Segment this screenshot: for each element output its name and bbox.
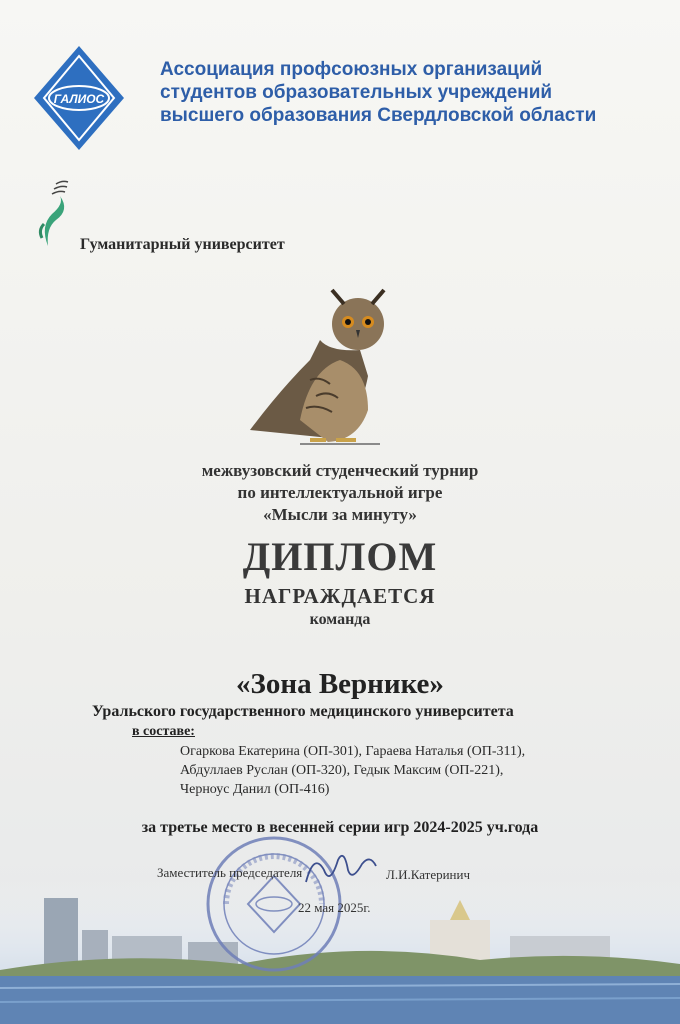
association-logo: [30, 42, 128, 154]
composition-label: в составе:: [132, 724, 195, 739]
diploma-title: ДИПЛОМ: [242, 534, 438, 579]
owl-illustration: [240, 280, 410, 450]
awarded-heading: НАГРАЖДАЕТСЯ: [244, 584, 436, 608]
humanities-university-name: Гуманитарный университет: [80, 236, 285, 253]
tournament-description: [0, 460, 680, 526]
association-name: [160, 58, 640, 127]
tournament-line-2: по интеллектуальной игре: [237, 483, 443, 502]
tournament-line-3: «Мысли за минуту»: [263, 505, 417, 524]
members-line-3: Черноус Данил (ОП-416): [180, 782, 330, 797]
team-members: [180, 742, 600, 799]
signatory-role: Заместитель председателя: [157, 865, 303, 880]
association-line-2: студентов образовательных учреждений: [160, 82, 553, 103]
issue-date: 22 мая 2025г.: [298, 900, 371, 915]
association-line-1: Ассоциация профсоюзных организаций: [160, 59, 543, 80]
members-line-1: Огаркова Екатерина (ОП-301), Гараева Наталья (ОП-311),: [180, 744, 526, 759]
team-word: команда: [309, 611, 371, 628]
team-university: Уральского государственного медицинского университета: [92, 703, 514, 720]
award-place: за третье место в весенней серии игр 2024-2025 уч.года: [141, 819, 539, 836]
signatory-name: Л.И.Катеринич: [386, 867, 470, 882]
humanities-university-logo: [34, 176, 74, 256]
team-name: «Зона Вернике»: [236, 668, 444, 700]
tournament-line-1: межвузовский студенческий турнир: [201, 461, 479, 480]
members-line-2: Абдуллаев Руслан (ОП-320), Гедык Максим (ОП-221),: [180, 763, 504, 778]
association-line-3: высшего образования Свердловской области: [160, 105, 597, 126]
handwritten-signature: [300, 846, 380, 894]
association-logo-text: ГАЛИОС: [53, 92, 105, 106]
